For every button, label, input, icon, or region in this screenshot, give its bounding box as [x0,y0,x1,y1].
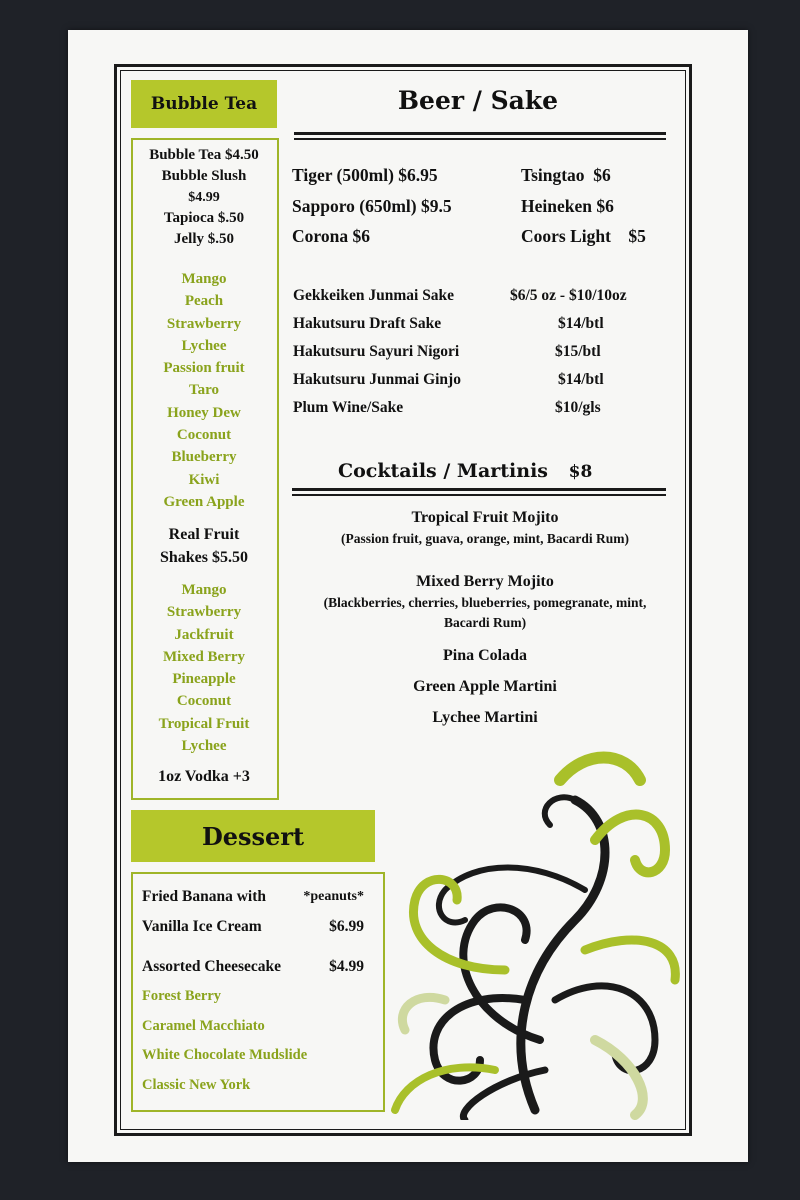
bubble-tea-header [131,80,277,128]
vodka-addon [130,765,278,788]
cocktail-name: Pina Colada [442,647,527,664]
dessert-line [142,912,374,942]
fruit-shakes-heading [130,523,278,569]
bubble-tea-prices [130,145,278,250]
beer-item: Coors Light $5 [521,226,646,246]
cocktails-title-text: Cocktails / Martinis [338,460,548,482]
flavor-item: Blueberry [171,449,237,466]
shake-flavor-item: Jackfruit [174,626,234,643]
vanilla-label: Vanilla Ice Cream [142,918,262,935]
cocktails-price: $8 [568,462,593,482]
vodka-line: 1oz Vodka +3 [158,768,250,785]
dessert-line [142,882,374,912]
flavor-item: Peach [184,293,224,310]
sake-price: $14/btl [558,371,604,388]
cocktail-desc: Bacardi Rum) [443,615,527,630]
dessert-header [131,810,375,862]
dessert-list [142,882,374,1100]
sake-price: $6/5 oz - $10/10oz [510,287,627,304]
sake-name: Hakutsuru Junmai Ginjo [293,371,461,388]
sake-name: Hakutsuru Sayuri Nigori [293,343,460,360]
price-line: Bubble Tea $4.50 [149,147,259,163]
flavor-item: Taro [188,382,219,399]
peanuts-note: *peanuts* [303,889,364,904]
price-line: Jelly $.50 [174,231,234,247]
cocktail-name: Mixed Berry Mojito [416,573,554,590]
beer-item: Tsingtao $6 [521,165,611,185]
flavor-item: Mango [181,271,227,287]
sake-price: $10/gls [555,399,601,416]
cocktails-title [338,460,592,482]
shake-flavor-item: Mango [181,582,227,598]
shake-flavor-item: Mixed Berry [162,648,246,665]
sake-price: $14/btl [558,315,604,332]
flavor-item: Green Apple [163,493,245,510]
sake-price: $15/btl [555,343,601,360]
swirl-ornament [385,740,685,1120]
shake-flavor-item: Tropical Fruit [158,715,250,732]
vanilla-price: $6.99 [329,918,364,935]
flavor-item: Lychee [181,337,227,354]
flavor-item: Honey Dew [167,404,241,421]
cheesecake-flavor: Forest Berry [142,988,222,1004]
cheesecake-label: Assorted Cheesecake [142,958,282,975]
beer-sake-rule-thin [294,138,666,140]
beer-item: Tiger (500ml) $6.95 [292,165,438,185]
shake-flavor-item: Coconut [176,693,232,710]
flavor-item: Passion fruit [163,360,245,377]
sake-name: Plum Wine/Sake [293,399,404,416]
cocktails-rule-thin [292,494,666,496]
bubble-tea-flavors [130,268,278,513]
cheesecake-flavor: Caramel Macchiato [142,1017,265,1034]
cocktails-rule [292,488,666,491]
shake-flavor-item: Pineapple [172,671,236,688]
price-line: $4.99 [188,190,220,205]
cocktail-list [290,507,680,729]
cheesecake-flavor: White Chocolate Mudslide [142,1047,308,1063]
price-line: Bubble Slush [161,168,247,184]
cocktail-name: Tropical Fruit Mojito [411,509,559,526]
cocktail-name: Green Apple Martini [413,678,557,695]
dessert-title: Dessert [201,821,305,851]
sake-name: Gekkeiken Junmai Sake [293,287,455,304]
shakes-line: Real Fruit [168,526,240,543]
beer-item: Heineken $6 [521,196,614,216]
cocktail-desc: (Passion fruit, guava, orange, mint, Bacardi Rum) [341,531,629,546]
flavor-item: Strawberry [166,315,242,332]
shake-flavor-item: Lychee [181,738,227,755]
shake-flavor-item: Strawberry [166,604,242,621]
cocktail-desc: (Blackberries, cherries, blueberries, pomegranate, mint, [323,595,647,610]
beer-sake-title: Beer / Sake [397,86,559,115]
cheesecake-price: $4.99 [329,958,364,975]
beer-item: Sapporo (650ml) $9.5 [292,196,452,216]
dessert-line [142,952,374,982]
flavor-item: Kiwi [188,471,220,488]
fried-banana-label: Fried Banana with [142,888,267,905]
bubble-tea-title: Bubble Tea [150,94,258,114]
fruit-shake-flavors [130,579,278,757]
price-line: Tapioca $.50 [163,210,245,226]
beer-item: Corona $6 [292,226,370,246]
sake-name: Hakutsuru Draft Sake [293,315,442,332]
cocktail-name: Lychee Martini [432,709,538,726]
cheesecake-flavor: Classic New York [142,1076,251,1093]
flavor-item: Coconut [176,427,232,444]
beer-sake-rule [294,132,666,135]
shakes-line: Shakes $5.50 [159,549,249,566]
